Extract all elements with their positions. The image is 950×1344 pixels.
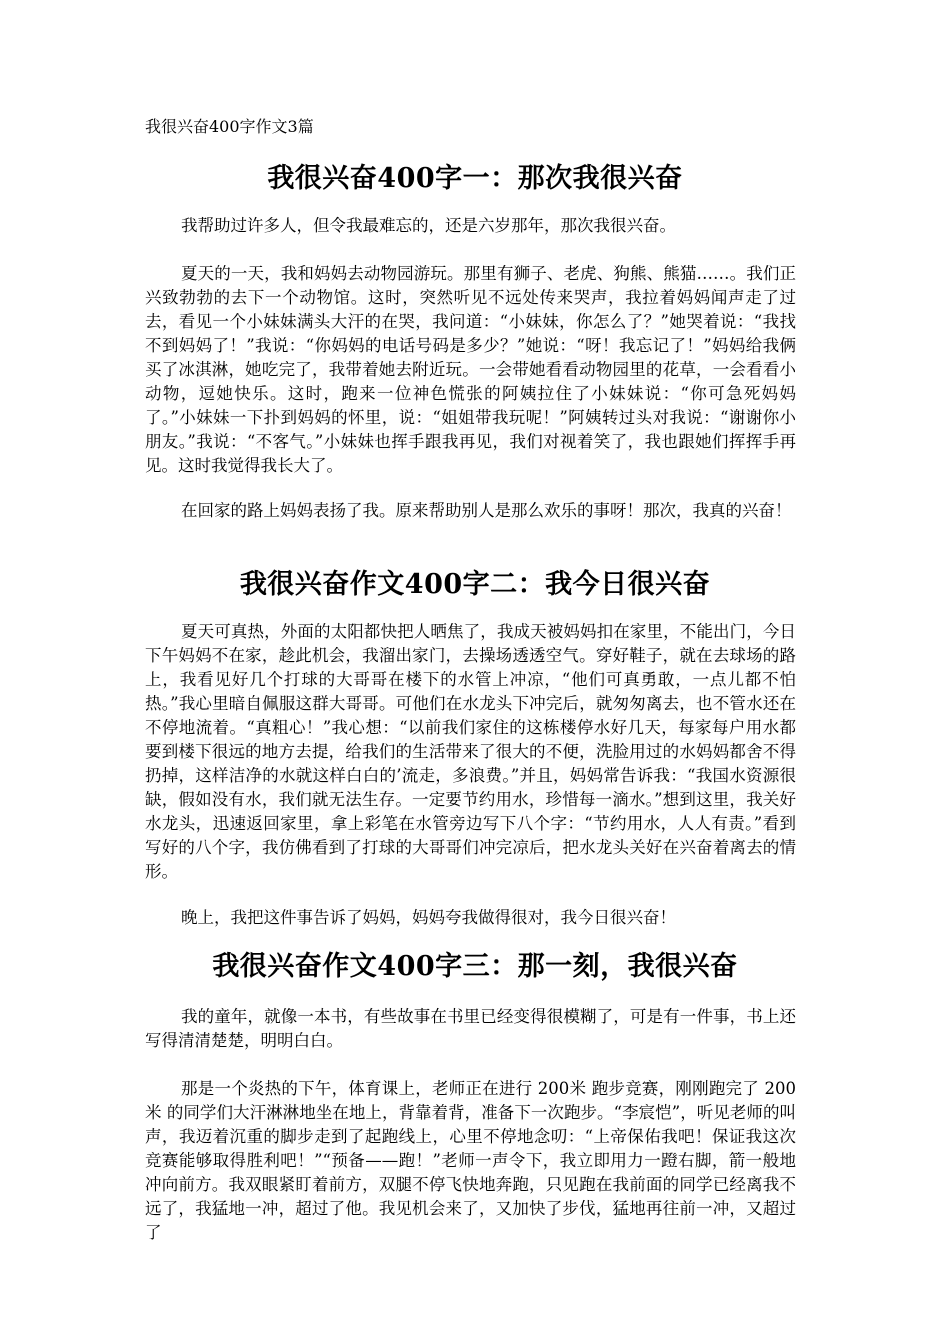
paragraph: 晚上，我把这件事告诉了妈妈，妈妈夸我做得很对，我今日很兴奋！ (181, 908, 676, 927)
paragraph: 夏天的一天，我和妈妈去动物园游玩。那里有狮子、老虎、狗熊、熊猫……。我们正兴致勃勃的去下一个动物馆。这时，突然听见不远处传来哭声，我拉着妈妈闻声走了过去，看见一个小妹妹满头大汗的在哭，我问道：“小妹妹，你怎么了？”她哭着说：“我找不到妈妈了！”我说：“你妈妈的电话号码是多少？”她说：“呀！我忘记了！”妈妈给我俩买了冰淇淋，她吃完了，我带着她去附近玩。一会带她看看动物园里的花草，一会看看小动物，逗她快乐。这时，跑来一位神色慌张的阿姨拉住了小妹妹说：“你可急死妈妈了。”小妹妹一下扑到妈妈的怀里，说：“姐姐带我玩呢！”阿姨转过头对我说：“谢谢你小朋友。”我说：“不客气。”小妹妹也挥手跟我再见，我们对视着笑了，我也跟她们挥挥手再见。这时我觉得我长大了。 (145, 264, 796, 475)
document-title: 我很兴奋400字作文3篇 (145, 117, 314, 136)
section-heading-1: 我很兴奋400字一：那次我很兴奋 (267, 163, 683, 194)
paragraph: 我的童年，就像一本书，有些故事在书里已经变得很模糊了，可是有一件事，书上还写得清清楚楚，明明白白。 (145, 1007, 796, 1050)
paragraph: 那是一个炎热的下午，体育课上，老师正在进行 200米 跑步竞赛，刚刚跑完了 200米 的同学们大汗淋淋地坐在地上，背靠着背，准备下一次跑步。“李宸恺”，听见老师的叫声，我迈着沉重的脚步走到了起跑线上，心里不停地念叨：“上帝保佑我吧！保证我这次竞赛能够取得胜利吧！”“预备——跑！”老师一声令下，我立即用力一蹬右脚，箭一般地冲向前方。我双眼紧盯着前方，双腿不停飞快地奔跑，只见跑在我前面的同学已经离我不远了，我猛地一冲，超过了他。我见机会来了，又加快了步伐，猛地再往前一冲，又超过了 (145, 1079, 796, 1242)
paragraph: 我帮助过许多人，但令我最难忘的，还是六岁那年，那次我很兴奋。 (181, 216, 676, 235)
section-heading-3: 我很兴奋作文400字三：那一刻，我很兴奋 (212, 951, 738, 982)
paragraph: 夏天可真热，外面的太阳都快把人晒焦了，我成天被妈妈扣在家里，不能出门，今日下午妈妈不在家，趁此机会，我溜出家门，去操场透透空气。穿好鞋子，就在去球场的路上，我看见好几个打球的大哥哥在楼下的水管上冲凉，“他们可真勇敢，一点儿都不怕热。”我心里暗自佩服这群大哥哥。可他们在水龙头下冲完后，就匆匆离去，也不管水还在不停地流着。“真粗心！”我心想：“以前我们家住的这栋楼停水好几天，每家每户用水都要到楼下很远的地方去提，给我们的生活带来了很大的不便，洗脸用过的水妈妈都舍不得扔掉，这样洁净的水就这样白白的’流走，多浪费。”并且，妈妈常告诉我：“我国水资源很缺，假如没有水，我们就无法生存。一定要节约用水，珍惜每一滴水。”想到这里，我关好水龙头，迅速返回家里，拿上彩笔在水管旁边写下八个字：“节约用水，人人有责。”看到写好的八个字，我仿佛看到了打球的大哥哥们冲完凉后，把水龙头关好在兴奋着离去的情形。 (145, 622, 796, 881)
section-heading-2: 我很兴奋作文400字二：我今日很兴奋 (239, 569, 711, 600)
paragraph: 在回家的路上妈妈表扬了我。原来帮助别人是那么欢乐的事呀！那次，我真的兴奋！ (181, 501, 792, 520)
